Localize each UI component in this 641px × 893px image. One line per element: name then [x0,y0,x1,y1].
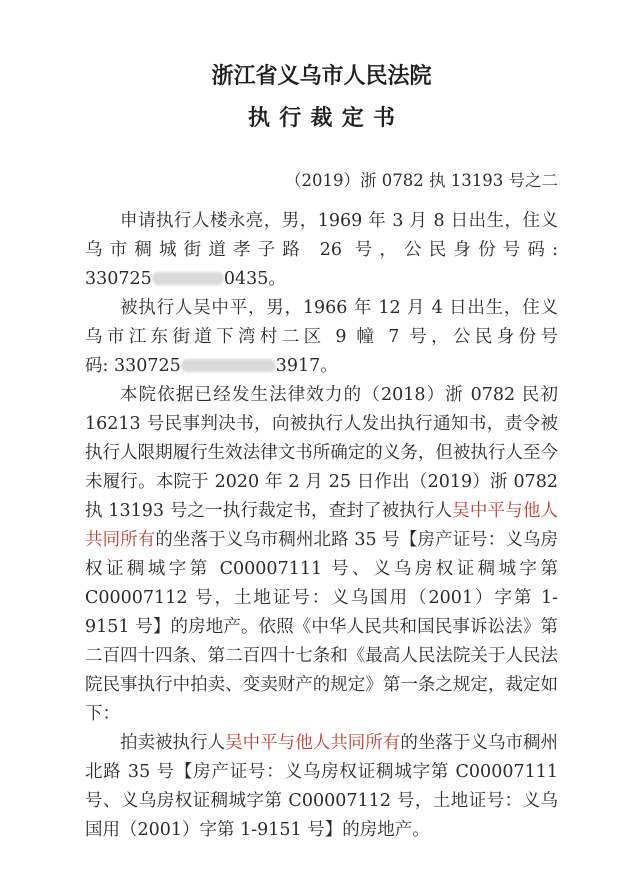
highlight-red-text: 吴中平与他人共同所有 [225,733,401,753]
body-text: 被执行人吴中平，男，1966 年 12 月 4 日出生，住义乌市江东街道下湾村二区 9 幢 7 号，公民身份号 [85,298,558,347]
body-text: 拍卖被执行人 [120,733,226,753]
document-body [85,207,558,845]
court-name: 浙江省义乌市人民法院 [211,63,432,89]
body-text: 申请执行人楼永亮，男，1969 年 3 月 8 日出生，住义乌市稠城街道孝子路 26 号，公民身份号码: [85,211,558,260]
body-text: 3917。 [275,356,338,376]
body-text: 的坐落于义乌市稠州北路 35 号【房产证号：义乌房权证稠城字第 C00007111 号、义乌房权证稠城字第 C00007112 号，土地证号：义乌国用（2001）字第 1-9151 号】的房地产。依照《中华人民共和国民事诉讼法》第二百四十四条、第二百四十七条和《最高人民法院关于人民法院民事执行中拍卖、变卖财产的规定》第一条之规定，裁定如下： [85,530,558,724]
highlight-red-text: 吴中平与他人共同所有 [85,501,559,550]
paragraph [85,207,558,294]
paragraph [85,729,558,845]
body-text: 码: 330725 [85,356,181,376]
paragraph [85,294,558,381]
doc-type-title: 执行裁定书 [248,105,405,131]
body-text: 0435。 [223,269,286,289]
id-number-group [85,269,286,289]
body-text: 的坐落于义乌市稠州北路 35 号【房产证号：义乌房权证稠城字第 C00007111 号、义乌房权证稠城字第 C00007112 号，土地证号：义乌国用（2001）字第 1-9151 号】的房地产。 [85,733,559,840]
paragraph [85,381,558,729]
body-text: 本院依据已经发生法律效力的（2018）浙 0782 民初 16213 号民事判决书，向被执行人发出执行通知书，责令被执行人限期履行生效法律文书所确定的义务，但被执行人至今未履行。本院于 2020 年 2 月 25 日作出（2019）浙 0782 执 13193 号之一执行裁定书，查封了被执行人 [85,385,558,521]
redacted-id-segment [152,272,224,285]
case-number: （2019）浙 0782 执 13193 号之二 [285,171,558,190]
body-text: 330725 [85,269,152,289]
redacted-id-segment [181,359,276,372]
id-number-group [85,356,338,376]
